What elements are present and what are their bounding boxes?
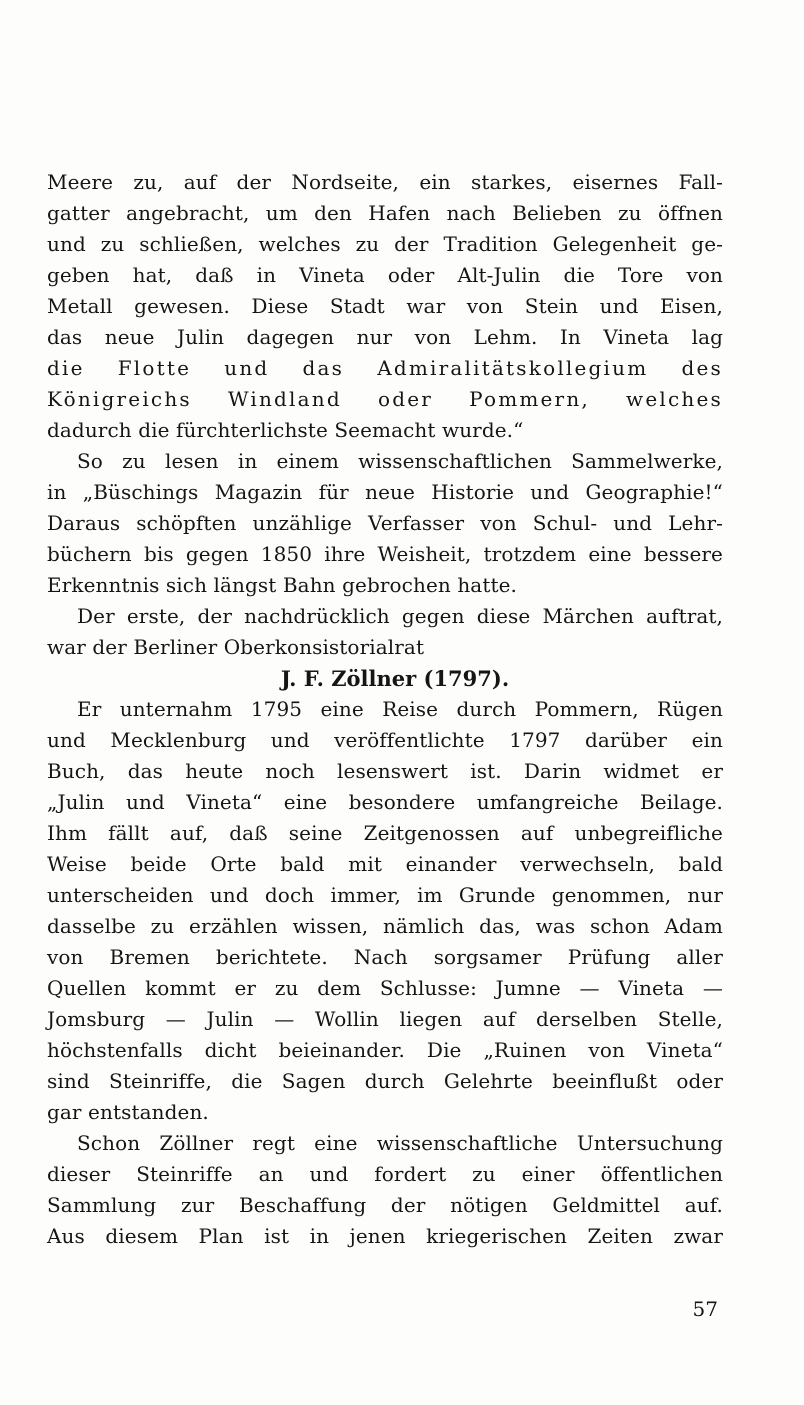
text-line: die Flotte und das Admiralitätskollegium des bbox=[47, 356, 723, 380]
text-line: dadurch die fürchterlichste Seemacht wurde.“ bbox=[47, 418, 524, 442]
text-line: Weise beide Orte bald mit einander verwechseln, bald bbox=[47, 852, 723, 876]
text-line: Er unternahm 1795 eine Reise durch Pommern, Rügen bbox=[77, 697, 723, 721]
text-line: büchern bis gegen 1850 ihre Weisheit, trotzdem eine bessere bbox=[47, 542, 723, 566]
text-line: So zu lesen in einem wissenschaftlichen Sammelwerke, bbox=[77, 449, 723, 473]
text-line: war der Berliner Oberkonsistorialrat bbox=[47, 635, 425, 659]
text-line: Der erste, der nachdrücklich gegen diese Märchen auftrat, bbox=[77, 604, 723, 628]
section-heading: J. F. Zöllner (1797). bbox=[280, 666, 510, 691]
text-line: geben hat, daß in Vineta oder Alt-Julin die Tore von bbox=[47, 263, 723, 287]
text-line: Königreichs Windland oder Pommern, welches bbox=[47, 387, 723, 411]
text-line: Daraus schöpften unzählige Verfasser von Schul- und Lehr- bbox=[47, 511, 723, 535]
text-line: unterscheiden und doch immer, im Grunde genommen, nur bbox=[47, 883, 723, 907]
text-line: Metall gewesen. Diese Stadt war von Stein und Eisen, bbox=[47, 294, 723, 318]
text-line: Sammlung zur Beschaffung der nötigen Geldmittel auf. bbox=[47, 1193, 723, 1217]
text-line: Schon Zöllner regt eine wissenschaftliche Untersuchung bbox=[77, 1131, 723, 1155]
text-line: von Bremen berichtete. Nach sorgsamer Prüfung aller bbox=[47, 945, 723, 969]
text-line: dieser Steinriffe an und fordert zu einer öffentlichen bbox=[47, 1162, 723, 1186]
text-line: Ihm fällt auf, daß seine Zeitgenossen auf unbegreifliche bbox=[47, 821, 723, 845]
text-line: Meere zu, auf der Nordseite, ein starkes, eisernes Fall- bbox=[47, 170, 723, 194]
text-line: Jomsburg — Julin — Wollin liegen auf derselben Stelle, bbox=[47, 1007, 723, 1031]
text-line: höchstenfalls dicht beieinander. Die „Ruinen von Vineta“ bbox=[47, 1038, 723, 1062]
body-text bbox=[47, 167, 723, 1252]
text-line: Erkenntnis sich längst Bahn gebrochen hatte. bbox=[47, 573, 517, 597]
text-line: in „Büschings Magazin für neue Historie und Geographie!“ bbox=[47, 480, 723, 504]
text-line: das neue Julin dagegen nur von Lehm. In Vineta lag bbox=[47, 325, 723, 349]
text-line: und zu schließen, welches zu der Tradition Gelegenheit ge- bbox=[47, 232, 723, 256]
text-line: „Julin und Vineta“ eine besondere umfangreiche Beilage. bbox=[47, 790, 723, 814]
text-line: Buch, das heute noch lesenswert ist. Darin widmet er bbox=[47, 759, 723, 783]
text-line: sind Steinriffe, die Sagen durch Gelehrte beeinflußt oder bbox=[47, 1069, 723, 1093]
text-line: gatter angebracht, um den Hafen nach Belieben zu öffnen bbox=[47, 201, 723, 225]
text-line: gar entstanden. bbox=[47, 1100, 209, 1124]
text-line: Quellen kommt er zu dem Schlusse: Jumne — Vineta — bbox=[47, 976, 723, 1000]
text-line: und Mecklenburg und veröffentlichte 1797 darüber ein bbox=[47, 728, 723, 752]
page-number: 57 bbox=[692, 1297, 718, 1321]
text-line: dasselbe zu erzählen wissen, nämlich das, was schon Adam bbox=[47, 914, 723, 938]
text-line: Aus diesem Plan ist in jenen kriegerischen Zeiten zwar bbox=[47, 1224, 723, 1248]
